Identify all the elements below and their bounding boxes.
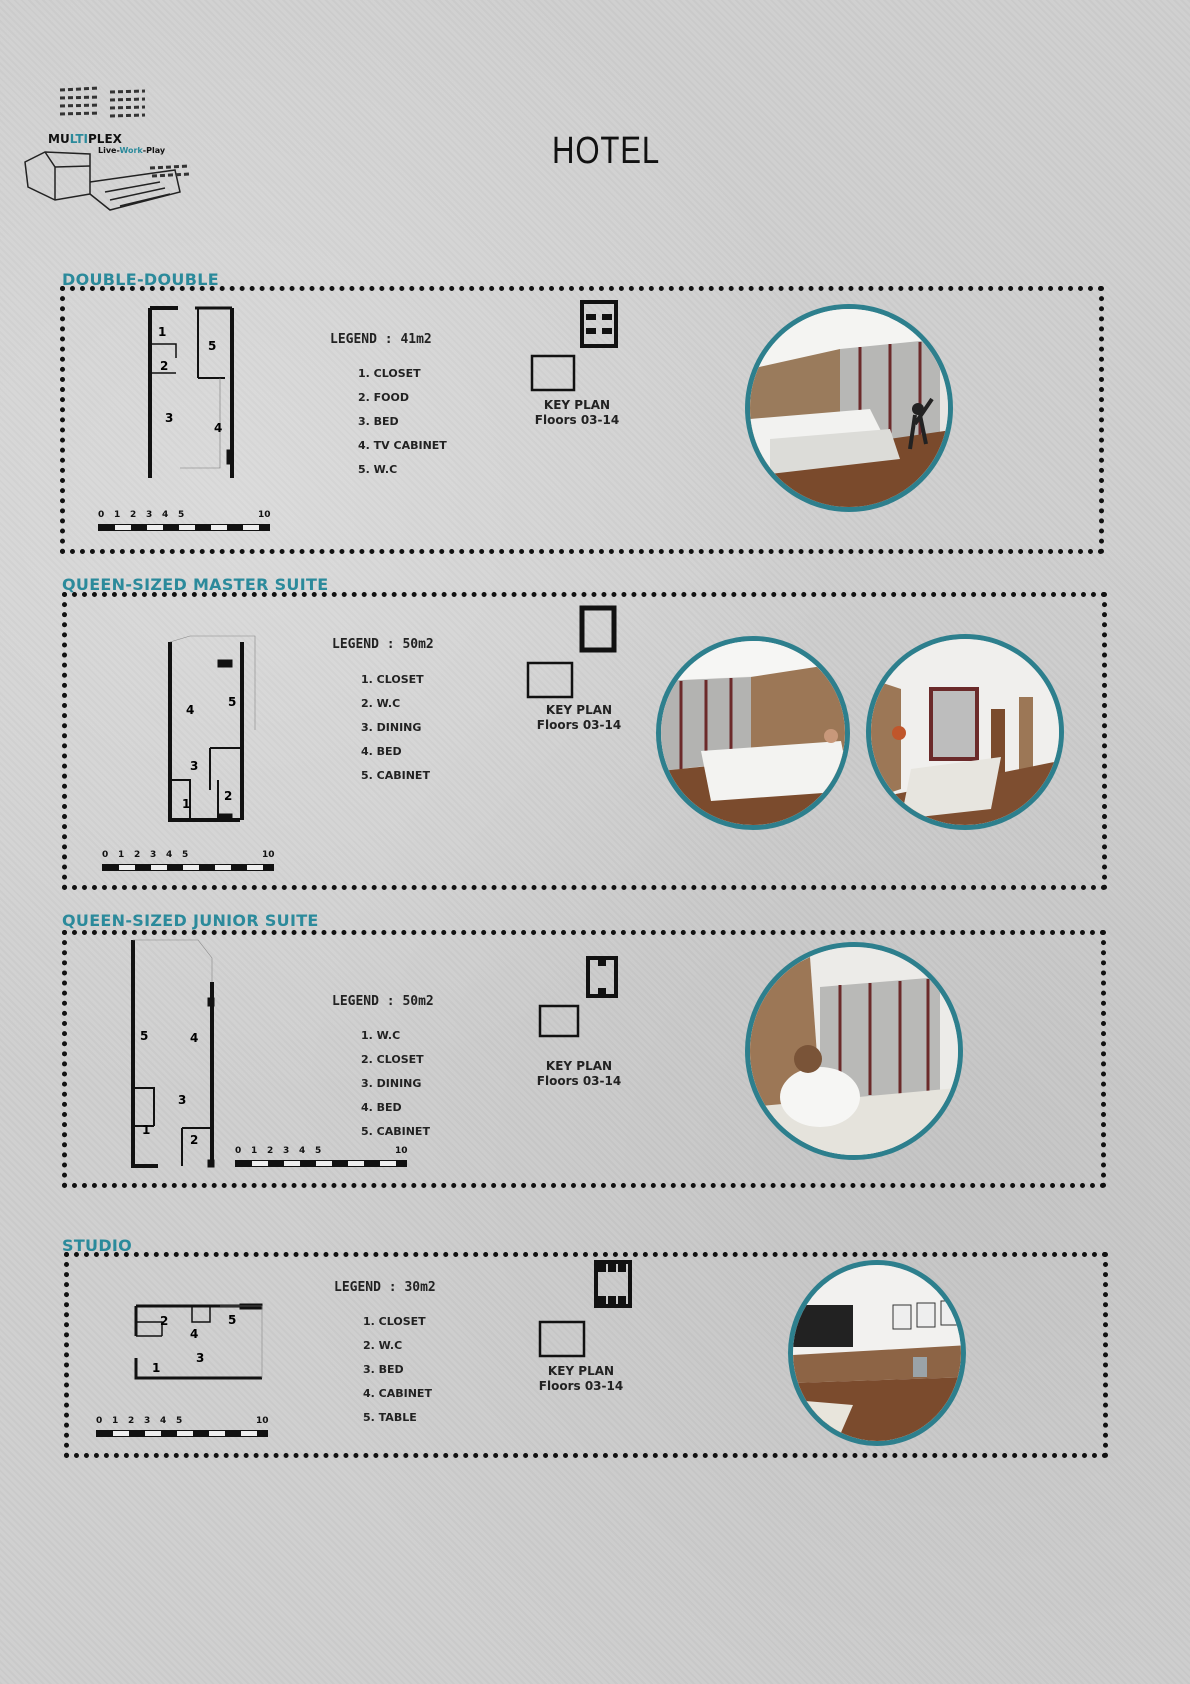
section-title-master-suite: QUEEN-SIZED MASTER SUITE [62,575,329,594]
legend-item: 2. W.C [361,697,401,710]
plan-number: 4 [214,421,223,435]
room-render-image [866,634,1064,830]
key-plan-label: KEY PLAN Floors 03-14 [538,1364,624,1393]
plan-number: 5 [208,339,217,353]
legend-title: LEGEND : 50m2 [332,994,434,1009]
key-plan-icon [538,956,638,1051]
legend-item: 3. BED [363,1363,404,1376]
legend-item: 4. CABINET [363,1387,432,1400]
legend-item: 1. W.C [361,1029,401,1042]
plan-number: 1 [152,1361,161,1375]
plan-number: 2 [190,1133,199,1147]
plan-number: 5 [140,1029,149,1043]
legend-item: 5. TABLE [363,1411,417,1424]
legend-list [361,1024,430,1144]
room-render-image [788,1260,966,1446]
scale-bar: 0 1 2 3 4 5 10 [235,1146,410,1168]
legend-item: 4. TV CABINET [358,439,447,452]
floor-plan-junior-suite [128,938,238,1168]
plan-number: 1 [182,797,191,811]
section-title-studio: STUDIO [62,1236,133,1255]
plan-number: 2 [224,789,233,803]
legend-item: 3. DINING [361,721,422,734]
scale-bar: 0 1 2 3 4 5 10 [96,1416,271,1438]
section-title-junior-suite: QUEEN-SIZED JUNIOR SUITE [62,911,319,930]
key-plan-icon [526,606,626,701]
key-plan-label: KEY PLAN Floors 03-14 [534,398,620,427]
legend-item: 3. DINING [361,1077,422,1090]
scale-bar: 0 1 2 3 4 5 10 [102,850,277,872]
floor-plan-double-double [140,308,260,488]
legend-item: 2. FOOD [358,391,410,404]
logo-tagline: Live-Work-Play [98,146,166,155]
legend-item: 4. BED [361,745,402,758]
plan-number: 3 [190,759,199,773]
legend-list [363,1310,432,1430]
legend-item: 5. CABINET [361,1125,430,1138]
plan-number: 4 [186,703,195,717]
plan-number: 2 [160,1314,169,1328]
key-plan-icon [530,300,630,395]
key-plan-icon [538,1260,638,1360]
legend-item: 5. CABINET [361,769,430,782]
legend-list [361,668,430,788]
section-title-double-double: DOUBLE-DOUBLE [62,270,219,289]
room-render-image [745,942,963,1160]
key-plan-label: KEY PLAN Floors 03-14 [536,703,622,732]
plan-number: 1 [142,1123,151,1137]
plan-number: 2 [160,359,169,373]
key-plan-label: KEY PLAN Floors 03-14 [536,1059,622,1088]
legend-item: 2. CLOSET [361,1053,424,1066]
page-title: HOTEL [552,130,660,172]
floor-plan-master-suite [160,630,280,830]
legend-item: 1. CLOSET [361,673,424,686]
legend-title: LEGEND : 41m2 [330,332,432,347]
plan-number: 1 [158,325,167,339]
floor-plan-studio [132,1302,272,1392]
room-render-image [656,636,850,830]
legend-item: 1. CLOSET [358,367,421,380]
plan-number: 3 [178,1093,187,1107]
legend-item: 1. CLOSET [363,1315,426,1328]
plan-number: 4 [190,1327,199,1341]
legend-item: 4. BED [361,1101,402,1114]
scale-bar: 0 1 2 3 4 5 10 [98,510,273,532]
plan-number: 3 [196,1351,205,1365]
logo [20,82,200,222]
plan-number: 5 [228,695,237,709]
room-render-image [745,304,953,512]
legend-title: LEGEND : 30m2 [334,1280,436,1295]
legend-item: 2. W.C [363,1339,403,1352]
legend-list [358,362,447,482]
plan-number: 5 [228,1313,237,1327]
logo-wordmark: MULTIPLEX [48,132,122,146]
plan-number: 4 [190,1031,199,1045]
legend-item: 5. W.C [358,463,398,476]
legend-title: LEGEND : 50m2 [332,637,434,652]
plan-number: 3 [165,411,174,425]
legend-item: 3. BED [358,415,399,428]
